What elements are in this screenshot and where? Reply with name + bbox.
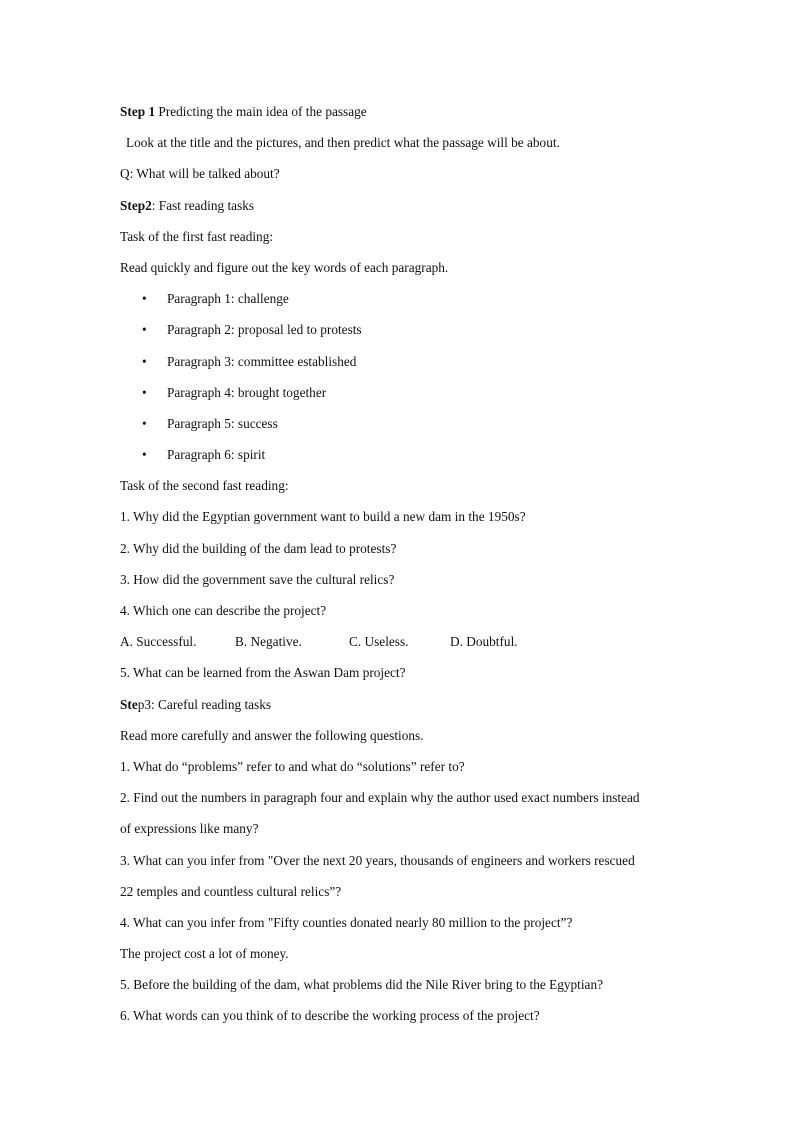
step1-heading: [120, 96, 680, 127]
task2-title: Task of the second fast reading:: [120, 478, 289, 494]
option-a: A. Successful.: [120, 634, 197, 650]
list-item: [120, 439, 680, 470]
step1-title: Predicting the main idea of the passage: [155, 104, 367, 119]
careful-question-1: 1. What do “problems” refer to and what do “solutions” refer to?: [120, 758, 465, 774]
answer-options: [120, 626, 680, 657]
careful-question-5: 5. Before the building of the dam, what problems did the Nile River bring to the Egyptian?: [120, 977, 604, 993]
step2-heading: [120, 190, 680, 221]
paragraph-keyword: Paragraph 6: spirit: [167, 447, 266, 463]
bullet-icon: •: [142, 291, 147, 307]
list-item: [120, 283, 680, 314]
careful-question-4: 4. What can you infer from "Fifty counties donated nearly 80 million to the project”?: [120, 914, 573, 930]
step3-instruction: Read more carefully and answer the following questions.: [120, 727, 424, 743]
step3-heading: [120, 689, 680, 720]
fast-question-3: 3. How did the government save the cultural relics?: [120, 571, 395, 587]
list-item: [120, 314, 680, 345]
fast-question-4: 4. Which one can describe the project?: [120, 603, 327, 618]
careful-question-6: 6. What words can you think of to describe the working process of the project?: [120, 1008, 540, 1024]
step3-label: Ste: [120, 696, 138, 712]
bullet-icon: •: [142, 322, 147, 338]
list-item: [120, 346, 680, 377]
worksheet-content: [120, 96, 680, 1032]
step1-question: Q: What will be talked about?: [120, 166, 280, 182]
careful-answer-4: The project cost a lot of money.: [120, 946, 289, 962]
step1-instruction: Look at the title and the pictures, and then predict what the passage will be about.: [126, 135, 560, 151]
fast-question-2: 2. Why did the building of the dam lead to protests?: [120, 540, 397, 556]
step2-title: : Fast reading tasks: [151, 197, 255, 213]
list-item: [120, 377, 680, 408]
bullet-icon: •: [142, 447, 147, 463]
paragraph-keyword: Paragraph 4: brought together: [167, 384, 327, 400]
step2-label: Step2: [120, 197, 152, 213]
task1-instruction: Read quickly and figure out the key words of each paragraph.: [120, 259, 449, 275]
option-b: B. Negative.: [235, 634, 302, 650]
option-d: D. Doubtful.: [450, 634, 518, 650]
fast-question-5: 5. What can be learned from the Aswan Dam project?: [120, 665, 406, 681]
list-item: [120, 408, 680, 439]
step1-label: Step 1: [120, 104, 156, 119]
careful-question-2-line2: of expressions like many?: [120, 821, 259, 837]
paragraph-keyword: Paragraph 5: success: [167, 415, 278, 431]
careful-question-3-line2: 22 temples and countless cultural relics”?: [120, 883, 342, 899]
bullet-icon: •: [142, 384, 147, 400]
fast-question-1: 1. Why did the Egyptian government want to build a new dam in the 1950s?: [120, 509, 526, 525]
careful-question-2-line1: 2. Find out the numbers in paragraph four and explain why the author used exact numbers instead: [120, 790, 640, 806]
paragraph-keyword: Paragraph 3: committee established: [167, 353, 357, 369]
task1-title: Task of the first fast reading:: [120, 228, 274, 244]
careful-question-3-line1: 3. What can you infer from "Over the next 20 years, thousands of engineers and workers rescued: [120, 852, 635, 868]
paragraph-keyword: Paragraph 1: challenge: [167, 291, 289, 307]
paragraph-keyword: Paragraph 2: proposal led to protests: [167, 322, 362, 338]
bullet-icon: •: [142, 415, 147, 431]
step3-title: p3: Careful reading tasks: [137, 696, 272, 712]
bullet-icon: •: [142, 353, 147, 369]
option-c: C. Useless.: [349, 634, 409, 650]
